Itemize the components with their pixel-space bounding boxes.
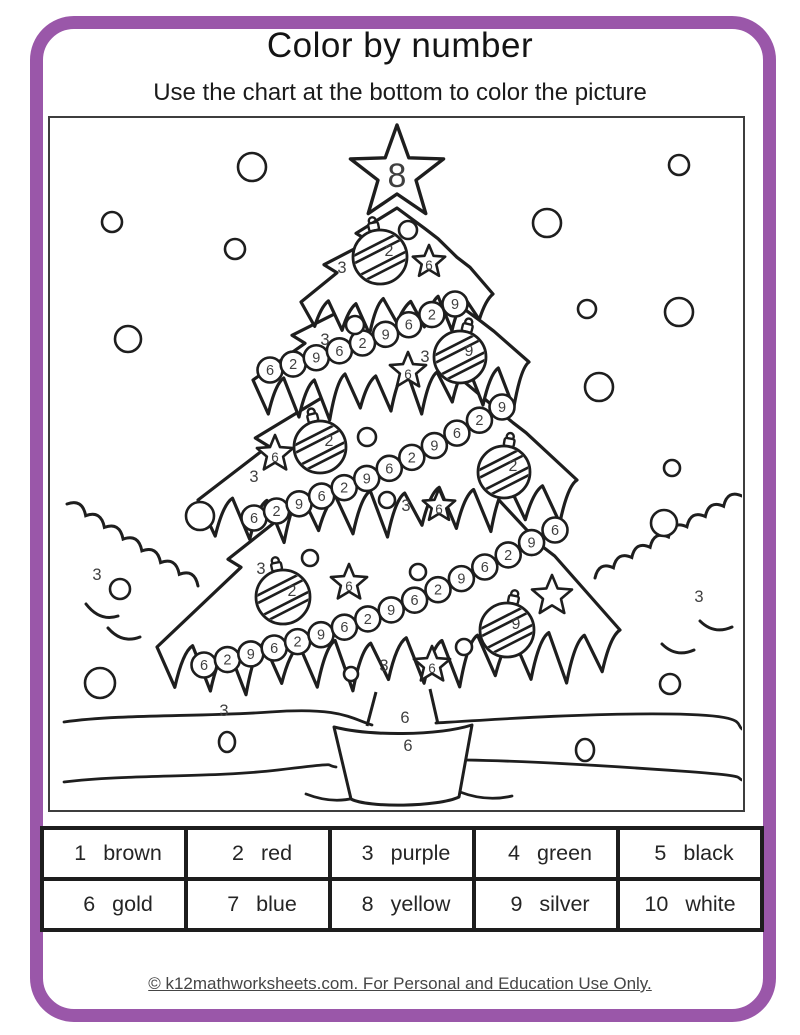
region-number-label: 2 — [340, 480, 349, 497]
garland-bead — [444, 421, 469, 446]
snow-bush-line — [700, 621, 732, 630]
region-number-label: 9 — [497, 400, 507, 416]
snow-ground-line — [64, 765, 336, 782]
garland-bead — [215, 647, 240, 672]
region-number-label: 6 — [199, 658, 209, 674]
garland-bead — [496, 542, 521, 567]
garland-bead — [258, 358, 283, 383]
legend-color-name: brown — [103, 841, 162, 865]
legend-color-name: purple — [390, 841, 451, 865]
legend-cell-black — [618, 828, 762, 879]
legend-cell-purple — [330, 828, 474, 879]
region-number-label: 6 — [435, 502, 443, 517]
region-number-label: 2 — [272, 504, 281, 521]
region-number-label: 6 — [410, 593, 419, 610]
snow-dot — [410, 564, 426, 580]
region-number-label: 3 — [379, 657, 389, 675]
garland-bead — [422, 433, 447, 458]
region-number-label: 2 — [223, 652, 232, 669]
legend-color-name: red — [260, 841, 293, 865]
region-number-label: 9 — [464, 343, 474, 360]
region-number-label: 8 — [387, 157, 407, 195]
region-number-label: 3 — [337, 259, 347, 277]
garland-bead — [467, 408, 492, 433]
legend-number: 7 — [227, 892, 240, 916]
garland-bead — [377, 456, 402, 481]
garland-bead — [399, 445, 424, 470]
legend-number: 8 — [361, 892, 374, 916]
garland-bead — [355, 606, 380, 631]
region-number-label: 2 — [384, 243, 394, 260]
garland-bead — [443, 292, 468, 317]
snow-dot — [399, 221, 417, 239]
legend-cell-gold — [42, 879, 186, 930]
snow-dot — [225, 239, 245, 259]
legend-color-name: silver — [539, 892, 590, 916]
garland-bead — [287, 491, 312, 516]
region-number-label: 9 — [387, 602, 396, 619]
legend-cell-yellow — [330, 879, 474, 930]
page-subtitle: Use the chart at the bottom to color the picture — [153, 79, 647, 106]
snow-dot — [346, 316, 364, 334]
region-number-label: 2 — [293, 634, 302, 651]
legend-number: 9 — [510, 892, 523, 916]
region-number-label: 9 — [362, 471, 371, 488]
legend-number: 1 — [74, 841, 87, 865]
region-number-label: 9 — [246, 646, 255, 663]
legend-color-name: black — [683, 841, 734, 865]
region-number-label: 6 — [270, 640, 279, 657]
region-number-label: 3 — [401, 497, 411, 515]
snow-dot — [219, 732, 235, 752]
snow-dot — [651, 510, 677, 536]
legend-color-name: gold — [112, 892, 153, 916]
snow-dot — [576, 739, 594, 761]
snow-dot — [344, 667, 358, 681]
legend-number: 10 — [644, 892, 669, 916]
region-number-label: 6 — [480, 559, 489, 576]
garland-bead — [402, 588, 427, 613]
region-number-label: 6 — [335, 343, 344, 360]
legend-cell-silver — [474, 879, 618, 930]
legend-number: 4 — [508, 841, 520, 865]
footer — [0, 974, 800, 994]
legend-cell-red — [186, 828, 330, 879]
snow-bush-line — [662, 644, 694, 653]
region-number-label: 2 — [358, 336, 367, 352]
region-number-label: 6 — [340, 620, 349, 637]
legend-color-name: green — [537, 841, 592, 865]
legend-cell-brown — [42, 828, 186, 879]
region-number-label: 6 — [249, 511, 259, 527]
region-number-label: 2 — [289, 357, 298, 374]
snow-dot — [578, 300, 596, 318]
region-number-label: 9 — [295, 496, 304, 513]
region-number-label: 6 — [271, 450, 279, 465]
garland-bead — [262, 635, 287, 660]
region-number-label: 2 — [504, 547, 513, 564]
christmas-tree-coloring-drawing — [50, 118, 742, 809]
garland-bead — [285, 629, 310, 654]
legend-color-name: white — [685, 892, 736, 916]
region-number-label: 3 — [256, 560, 266, 578]
color-number-chart — [40, 826, 764, 932]
garland-bead — [332, 615, 357, 640]
region-number-label: 2 — [475, 413, 484, 430]
snow-bush-line — [86, 604, 118, 618]
region-number-label: 2 — [433, 582, 443, 599]
garland-bead — [354, 466, 379, 491]
region-number-label: 3 — [92, 566, 102, 584]
snow-dot — [186, 502, 214, 530]
region-number-label: 9 — [511, 616, 521, 633]
garland-bead — [281, 352, 306, 377]
region-number-label: 3 — [249, 468, 259, 486]
region-number-label: 3 — [219, 702, 229, 720]
garland-bead — [419, 302, 444, 327]
garland-bead — [309, 622, 334, 647]
garland-bead — [472, 554, 497, 579]
garland-bead — [373, 322, 398, 347]
region-number-label: 2 — [508, 458, 518, 475]
legend-number: 6 — [83, 892, 96, 916]
garland-bead — [519, 530, 544, 555]
garland-bead — [242, 506, 267, 531]
garland-bead — [327, 338, 352, 363]
snow-ground-line — [466, 760, 742, 780]
legend-cell-blue — [186, 879, 330, 930]
legend-number: 3 — [361, 841, 374, 865]
garland-bead — [332, 475, 357, 500]
region-number-label: 9 — [430, 438, 439, 455]
region-number-label: 6 — [452, 426, 461, 443]
region-number-label: 6 — [400, 709, 410, 727]
region-number-label: 2 — [324, 433, 334, 450]
region-number-label: 6 — [385, 461, 394, 478]
region-number-label: 6 — [345, 579, 353, 594]
region-number-label: 6 — [428, 661, 436, 676]
legend-color-name: yellow — [390, 892, 451, 916]
snow-dot — [456, 639, 472, 655]
snow-ground-line — [306, 794, 354, 800]
snow-dot — [585, 373, 613, 401]
snow-ground-line — [460, 792, 512, 798]
snow-dot — [302, 550, 318, 566]
legend-cell-green — [474, 828, 618, 879]
garland-bead — [238, 641, 263, 666]
snow-dot — [115, 326, 141, 352]
coloring-picture-frame — [48, 116, 745, 812]
legend-number: 5 — [654, 841, 667, 865]
tree-trunk — [367, 692, 376, 726]
garland-bead — [192, 653, 217, 678]
region-number-label: 9 — [527, 535, 536, 552]
region-number-label: 6 — [550, 523, 560, 539]
region-number-label: 2 — [363, 611, 372, 628]
region-number-label: 6 — [317, 489, 326, 506]
region-number-label: 9 — [312, 350, 321, 367]
snow-dot — [665, 298, 693, 326]
snow-bush-line — [108, 628, 140, 639]
region-number-label: 6 — [403, 737, 413, 755]
region-number-label: 9 — [316, 627, 326, 644]
legend-cell-white — [618, 879, 762, 930]
legend-number: 2 — [231, 841, 244, 865]
region-number-label: 9 — [381, 327, 390, 344]
snow-dot — [110, 579, 130, 599]
snow-dot — [533, 209, 561, 237]
snow-dot — [238, 153, 266, 181]
region-number-label: 3 — [694, 588, 704, 606]
region-number-label: 3 — [420, 348, 430, 366]
region-number-label: 2 — [407, 450, 416, 467]
snow-dot — [664, 460, 680, 476]
snow-dot — [660, 674, 680, 694]
region-number-label: 6 — [265, 363, 275, 379]
garland-bead — [396, 312, 421, 337]
region-number-label: 6 — [425, 258, 433, 273]
region-number-label: 9 — [450, 297, 460, 313]
region-number-label: 2 — [287, 583, 297, 600]
footer-copyright-link[interactable]: © k12mathworksheets.com. For Personal and Education Use Only. — [148, 974, 652, 993]
garland-bead — [543, 518, 568, 543]
garland-bead — [379, 597, 404, 622]
garland-bead — [490, 395, 515, 420]
snow-ground-line — [436, 714, 742, 729]
garland-bead — [449, 566, 474, 591]
region-number-label: 9 — [457, 571, 466, 588]
page-title: Color by number — [266, 26, 534, 65]
snow-dot — [102, 212, 122, 232]
legend-color-name: blue — [256, 892, 297, 916]
snow-dot — [379, 492, 395, 508]
snow-bush-line — [67, 503, 198, 586]
snow-dot — [85, 668, 115, 698]
region-number-label: 2 — [427, 307, 436, 324]
region-number-label: 6 — [404, 367, 412, 382]
tree-trunk — [430, 689, 438, 724]
snow-dot — [669, 155, 689, 175]
region-number-label: 6 — [404, 317, 413, 334]
region-number-label: 3 — [320, 331, 330, 349]
garland-bead — [426, 577, 451, 602]
snow-dot — [358, 428, 376, 446]
snow-ground-line — [64, 711, 372, 725]
garland-bead — [264, 499, 289, 524]
